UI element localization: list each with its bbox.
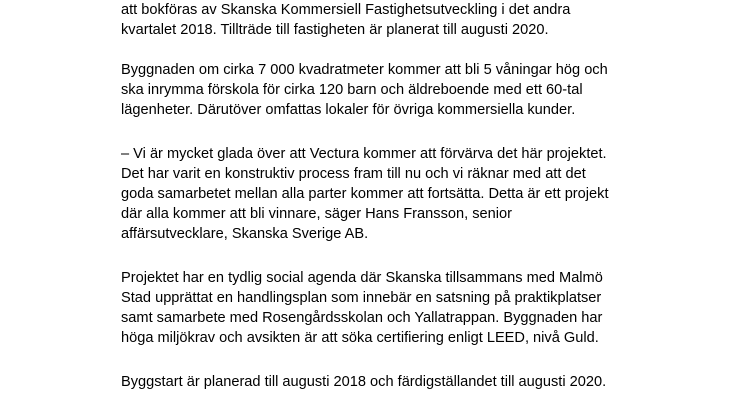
text-line: – Vi är mycket glada över att Vectura kommer att förvärva det här projektet. — [121, 146, 607, 162]
paragraph-social-agenda — [121, 268, 681, 348]
text-line: Byggstart är planerad till augusti 2018 och färdigställandet till augusti 2020. — [121, 374, 607, 390]
text-line: samt samarbete med Rosengårdsskolan och Yallatrappan. Byggnaden har — [121, 310, 603, 326]
text-line: affärsutvecklare, Skanska Sverige AB. — [121, 226, 369, 242]
paragraph-acquisition-timing — [121, 0, 681, 40]
paragraph-quote — [121, 144, 681, 244]
text-line: kvartalet 2018. Tillträde till fastigheten är planerat till augusti 2020. — [121, 22, 549, 38]
text-line: Det har varit en konstruktiv process fram till nu och vi räknar med att det — [121, 166, 586, 182]
text-line: där alla kommer att bli vinnare, säger Hans Fransson, senior — [121, 206, 512, 222]
text-line: ska inrymma förskola för cirka 120 barn och äldreboende med ett 60-tal — [121, 82, 583, 98]
text-line: att bokföras av Skanska Kommersiell Fastighetsutveckling i det andra — [121, 2, 571, 18]
text-line: Stad upprättat en handlingsplan som innebär en satsning på praktikplatser — [121, 290, 602, 306]
paragraph-construction-start — [121, 372, 681, 392]
text-line: Projektet har en tydlig social agenda där Skanska tillsammans med Malmö — [121, 270, 603, 286]
paragraph-building-description — [121, 60, 681, 120]
text-line: goda samarbetet mellan alla parter kommer att fortsätta. Detta är ett projekt — [121, 186, 609, 202]
text-line: höga miljökrav och avsikten är att söka certifiering enligt LEED, nivå Guld. — [121, 330, 599, 346]
text-line: lägenheter. Därutöver omfattas lokaler för övriga kommersiella kunder. — [121, 102, 576, 118]
text-line: Byggnaden om cirka 7 000 kvadratmeter kommer att bli 5 våningar hög och — [121, 62, 608, 78]
